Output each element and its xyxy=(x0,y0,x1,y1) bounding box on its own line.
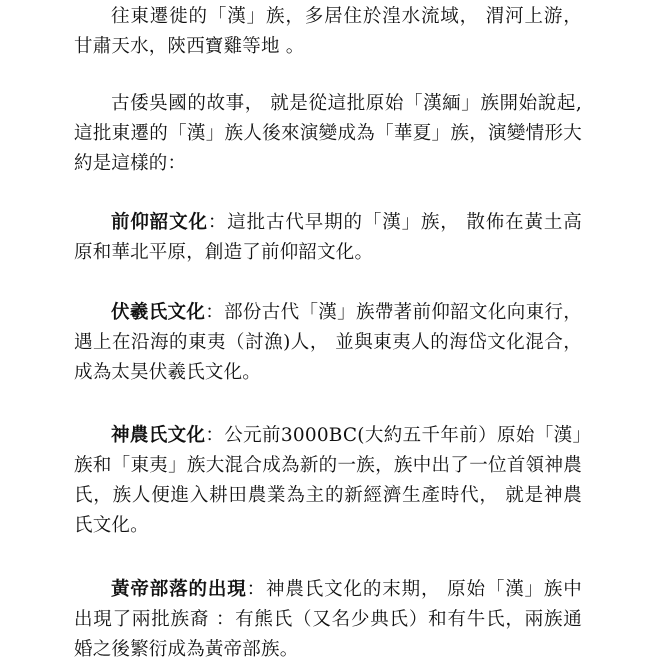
paragraph-text: ：部份古代「漢」族帶著前仰韶文化向東行，遇上在沿海的東夷（討漁)人， 並與東夷人的海岱文化混合，成為太昊伏羲氏文化。 xyxy=(74,302,582,383)
paragraph-eastward-migration xyxy=(74,2,582,62)
paragraph-heading: 黃帝部落的出現 xyxy=(111,579,247,600)
paragraph-text: ：神農氏文化的末期， 原始「漢」族中出現了兩批族裔 ：有熊氏（又名少典氏）和有牛氏，兩族通婚之後繁衍成為黃帝部族。 xyxy=(74,579,583,660)
paragraph-shennong xyxy=(74,421,582,541)
paragraph-text: 古倭吳國的故事， 就是從這批原始「漢緬」族開始說起, 這批東遷的「漢」族人後來演變成為「華夏」族，演變情形大約是這樣的： xyxy=(74,93,582,174)
paragraph-text: ：這批古代早期的「漢」族， 散佈在黃土高原和華北平原，創造了前仰韶文化。 xyxy=(74,212,582,263)
paragraph-text: 往東遷徙的「漢」族，多居住於湟水流域， 渭河上游， 甘肅天水，陝西寶雞等地 。 xyxy=(74,6,582,57)
paragraph-fuxi xyxy=(74,298,582,388)
paragraph-heading: 前仰韶文化 xyxy=(111,212,208,233)
paragraph-heading: 神農氏文化 xyxy=(111,425,206,446)
paragraph-text: ：公元前3000BC(大約五千年前）原始「漢」族和「東夷」族大混合成為新的一族，族中出了一位首領神農氏，族人便進入耕田農業為主的新經濟生產時代， 就是神農氏文化。 xyxy=(74,425,582,536)
paragraph-pre-yangshao xyxy=(74,208,582,268)
paragraph-huangdi xyxy=(74,575,582,665)
paragraph-heading: 伏羲氏文化 xyxy=(111,302,206,323)
paragraph-wuguo-story xyxy=(74,89,582,179)
